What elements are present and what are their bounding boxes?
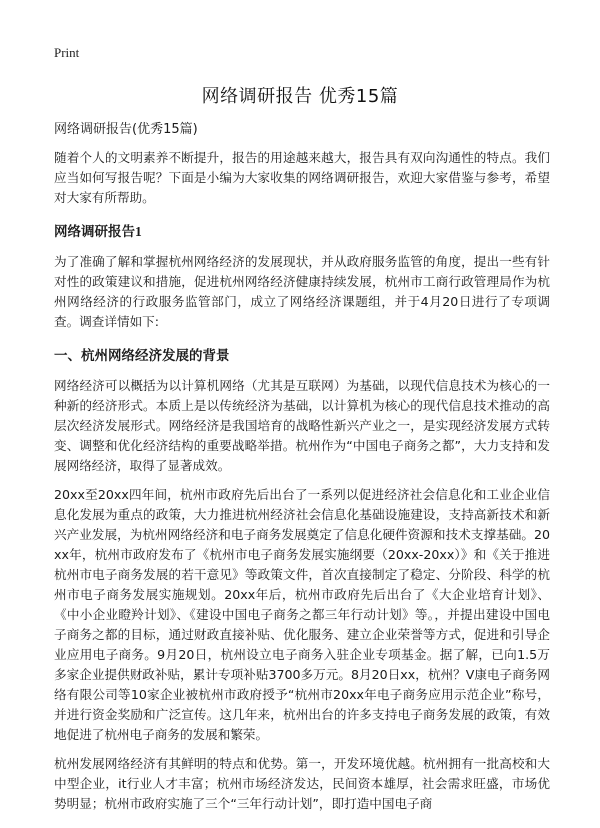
- print-label[interactable]: Print: [54, 45, 80, 60]
- section-paragraph: 杭州发展网络经济有其鲜明的特点和优势。第一，开发环境优越。杭州拥有一批高校和大中型企业，it行业人才丰富；杭州市场经济发达，民间资本雄厚，社会需求旺盛，市场优势明显；杭州市政府实施了三个“三年行动计划”，即打造中国电子商: [54, 756, 550, 811]
- section-paragraph: 网络经济可以概括为以计算机网络（尤其是互联网）为基础，以现代信息技术为核心的一种新的经济形式。本质上是以传统经济为基础，以计算机为核心的现代信息技术推动的高层次经济发展形式。网络经济是我国培育的战略性新兴产业之一，是实现经济发展方式转变、调整和优化经济结构的重要战略举措。杭州作为“中国电子商务之都”，大力支持和发展网络经济，取得了显著成效。: [54, 378, 550, 473]
- report-paragraph: 为了准确了解和掌握杭州网络经济的发展现状，并从政府服务监管的角度，提出一些有针对性的政策建议和措施，促进杭州网络经济健康持续发展，杭州市工商行政管理局作为杭州网络经济的行政服务监管部门，成立了网络经济课题组，并于4月20日进行了专项调查。调查详情如下:: [54, 254, 550, 329]
- section-paragraph: 20xx至20xx四年间，杭州市政府先后出台了一系列以促进经济社会信息化和工业企业信息化发展为重点的政策，大力推进杭州经济社会信息化基础设施建设，支持高新技术和新兴产业发展，为杭州网络经济和电子商务发展奠定了信息化硬件资源和技术支撑基础。20xx年，杭州市政府发布了《杭州市电子商务发展实施纲要（20xx-20xx）》和《关于推进杭州市电子商务发展的若干意见》等政策文件，首次直接制定了稳定、分阶段、科学的杭州市电子商务发展实施规划。20xx年后，杭州市政府先后出台了《大企业培育计划》、《中小企业瞪羚计划》、《建设中国电子商务之都三年行动计划》等。，并提出建设中国电子商务之都的目标，通过财政直接补贴、优化服务、建立企业荣誉等方式，促进和引导企业应用电子商务。9月20日，杭州设立电子商务入驻企业专项基金。据了解，已向1.5万多家企业提供财政补贴，累计专项补贴3700多万元。8月20日xx，杭州？V康电子商务网络有限公司等10家企业被杭州市政府授予“杭州市20xx年电子商务应用示范企业”称号，并进行资金奖励和广泛宣传。这几年来，杭州出台的许多支持电子商务发展的政策，有效地促进了杭州电子商务的发展和繁荣。: [54, 487, 550, 742]
- report-heading: 网络调研报告1: [54, 224, 142, 239]
- section-heading: 一、杭州网络经济发展的背景: [54, 348, 230, 363]
- intro-paragraph: 随着个人的文明素养不断提升，报告的用途越来越大，报告具有双向沟通性的特点。我们应当如何写报告呢？下面是小编为大家收集的网络调研报告，欢迎大家借鉴与参考，希望对大家有所帮助。: [54, 150, 550, 205]
- page-title: 网络调研报告 优秀15篇: [201, 86, 399, 107]
- document-body: [54, 120, 550, 823]
- document-subtitle: 网络调研报告(优秀15篇): [54, 122, 198, 137]
